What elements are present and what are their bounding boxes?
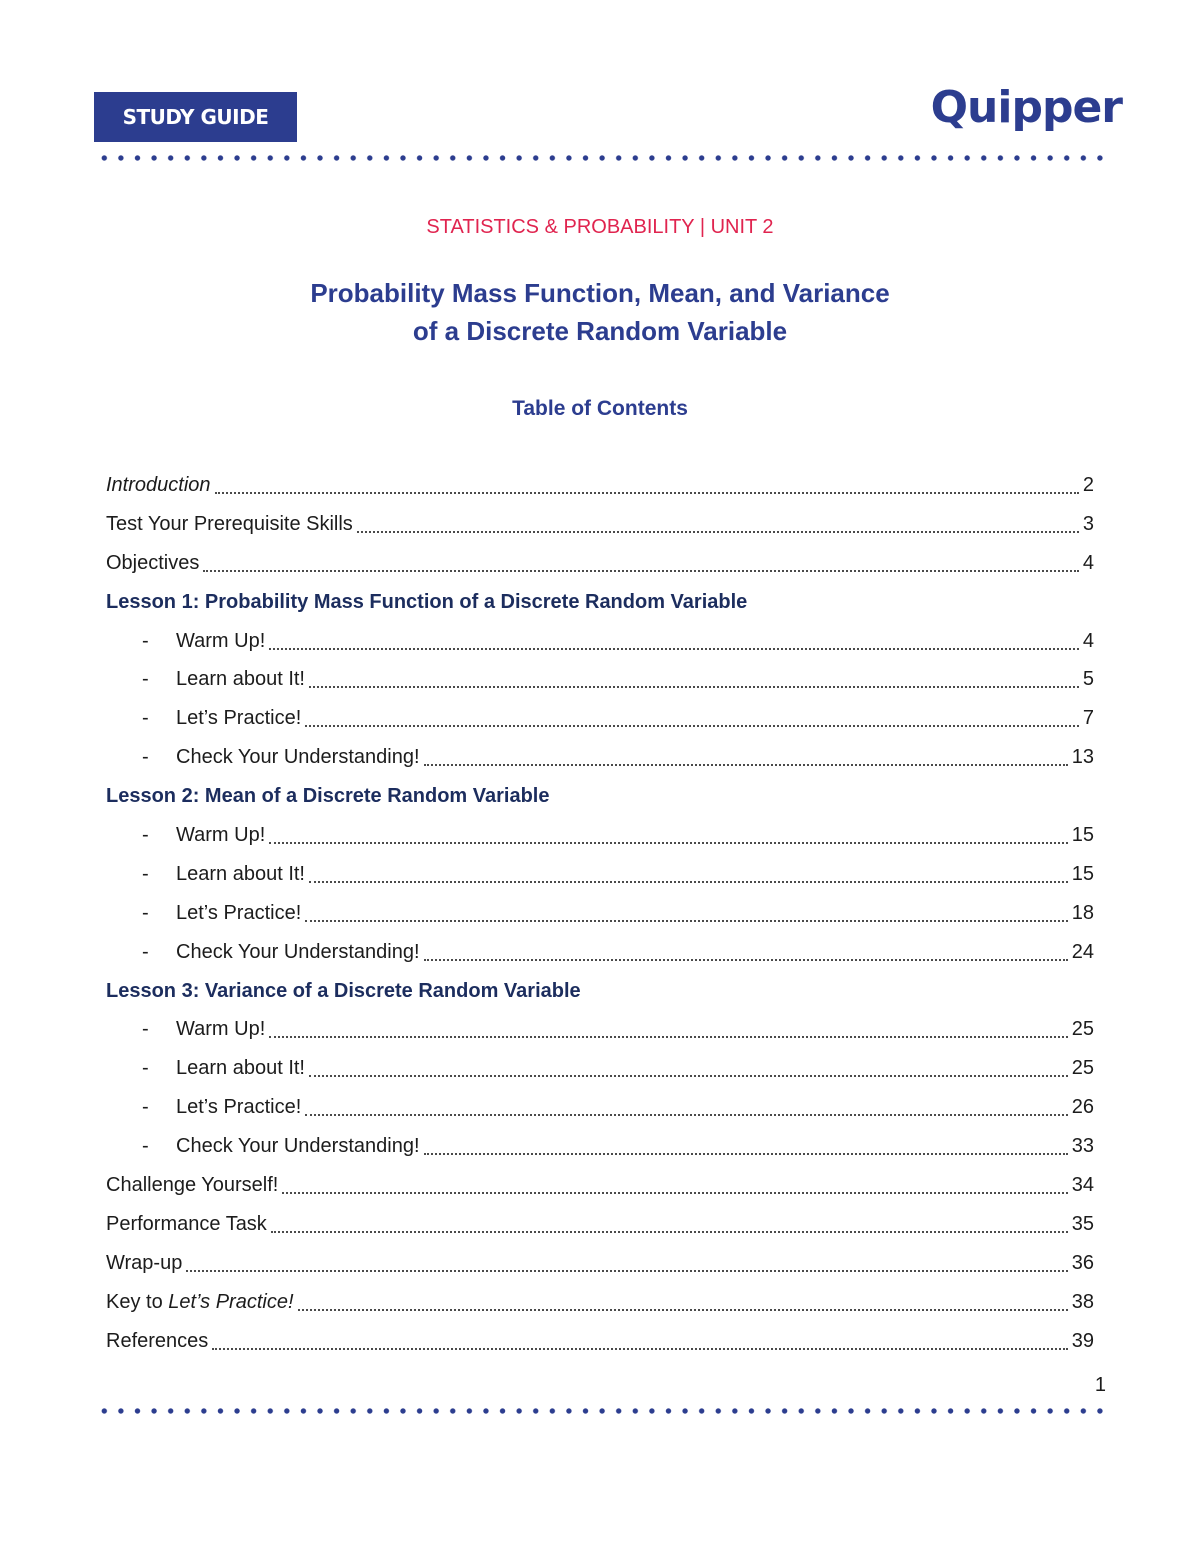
toc-entry-label: Warm Up! (176, 823, 266, 846)
toc-entry-page: 34 (1071, 1173, 1094, 1196)
dot-leader (309, 685, 1079, 688)
bullet-dash: - (142, 940, 149, 963)
toc-entry-label: Let’s Practice! (176, 901, 302, 924)
toc-entry-lesson1-check[interactable] (106, 738, 1094, 777)
bullet-dash: - (142, 668, 149, 691)
title-line-2: of a Discrete Random Variable (412, 316, 788, 346)
top-dotted-divider (96, 154, 1108, 162)
study-guide-label: STUDY GUIDE (122, 105, 269, 129)
toc-entry-page: 36 (1071, 1251, 1094, 1274)
toc-entry-label: Learn about It! (176, 1057, 305, 1080)
dot-leader (203, 569, 1079, 572)
toc-entry-label: Performance Task (106, 1212, 267, 1235)
toc-lesson-label: Lesson 1: Probability Mass Function of a Discrete Random Variable (106, 590, 748, 613)
toc-entry-page: 38 (1071, 1290, 1094, 1313)
dot-leader (309, 1074, 1068, 1077)
study-guide-badge (94, 92, 297, 142)
dot-leader (269, 647, 1079, 650)
toc-entry-objectives[interactable] (106, 544, 1094, 583)
toc-entry-performance-task[interactable] (106, 1205, 1094, 1244)
dot-leader (424, 763, 1068, 766)
toc-entry-page: 15 (1071, 862, 1094, 885)
toc-entry-key-to-practice[interactable] (106, 1283, 1094, 1322)
toc-entry-lesson3-warm-up[interactable] (106, 1010, 1094, 1049)
toc-entry-label: Introduction (106, 473, 211, 496)
dot-leader (269, 841, 1067, 844)
toc-entry-label: Key to Let’s Practice! (106, 1290, 294, 1313)
bullet-dash: - (142, 746, 149, 769)
bottom-dotted-divider (96, 1407, 1108, 1415)
dot-leader (305, 919, 1068, 922)
toc-entry-label: Wrap-up (106, 1251, 183, 1274)
toc-entry-label: Test Your Prerequisite Skills (106, 512, 353, 535)
bullet-dash: - (142, 707, 149, 730)
toc-entry-lesson2-check[interactable] (106, 933, 1094, 972)
toc-entry-label: Learn about It! (176, 862, 305, 885)
toc-entry-references[interactable] (106, 1322, 1094, 1361)
page-number: 1 (1094, 1374, 1106, 1396)
dot-leader (424, 958, 1068, 961)
toc-entry-page: 33 (1071, 1135, 1094, 1158)
toc-entry-page: 4 (1082, 629, 1094, 652)
bullet-dash: - (142, 1096, 149, 1119)
bullet-dash: - (142, 823, 149, 846)
toc-entry-lesson2-learn[interactable] (106, 855, 1094, 894)
toc-entry-page: 3 (1082, 512, 1094, 535)
toc-entry-lesson2-warm-up[interactable] (106, 816, 1094, 855)
toc-lesson-label: Lesson 3: Variance of a Discrete Random Variable (106, 979, 581, 1002)
toc-entry-label: Let’s Practice! (176, 707, 302, 730)
toc-entry-challenge-yourself[interactable] (106, 1166, 1094, 1205)
toc-entry-page: 7 (1082, 707, 1094, 730)
toc-entry-label: Check Your Understanding! (176, 940, 420, 963)
toc-entry-label: References (106, 1329, 209, 1352)
bullet-dash: - (142, 901, 149, 924)
dot-leader (424, 1152, 1068, 1155)
toc-entry-lesson3-check[interactable] (106, 1127, 1094, 1166)
dot-leader (212, 1347, 1067, 1350)
toc-heading: Table of Contents (512, 397, 688, 420)
toc-entry-label: Challenge Yourself! (106, 1173, 279, 1196)
toc-entry-page: 15 (1071, 823, 1094, 846)
toc-entry-label: Warm Up! (176, 629, 266, 652)
toc-entry-page: 2 (1082, 473, 1094, 496)
toc-entry-page: 18 (1071, 901, 1094, 924)
toc-entry-lesson3-learn[interactable] (106, 1049, 1094, 1088)
toc-lesson-label: Lesson 2: Mean of a Discrete Random Variable (106, 785, 550, 808)
toc-entry-page: 4 (1082, 551, 1094, 574)
toc-entry-lesson1-learn[interactable] (106, 660, 1094, 699)
toc-lesson-3-heading[interactable] (106, 972, 1094, 1011)
title-line-1: Probability Mass Function, Mean, and Variance (310, 278, 890, 308)
toc-entry-label: Warm Up! (176, 1018, 266, 1041)
toc-entry-introduction[interactable] (106, 466, 1094, 505)
dot-leader (215, 491, 1079, 494)
dot-leader (305, 724, 1079, 727)
bullet-dash: - (142, 862, 149, 885)
dot-leader (357, 530, 1079, 533)
toc-entry-wrap-up[interactable] (106, 1244, 1094, 1283)
quipper-logo: Quipper (930, 82, 1122, 133)
dot-leader (305, 1113, 1068, 1116)
toc-entry-page: 24 (1071, 940, 1094, 963)
bullet-dash: - (142, 1018, 149, 1041)
toc-entry-lesson1-practice[interactable] (106, 699, 1094, 738)
toc-lesson-2-heading[interactable] (106, 777, 1094, 816)
table-of-contents (106, 466, 1094, 1360)
toc-lesson-1-heading[interactable] (106, 583, 1094, 622)
toc-entry-page: 5 (1082, 668, 1094, 691)
toc-entry-lesson1-warm-up[interactable] (106, 622, 1094, 661)
toc-entry-label: Check Your Understanding! (176, 746, 420, 769)
toc-entry-label: Check Your Understanding! (176, 1135, 420, 1158)
toc-entry-lesson3-practice[interactable] (106, 1088, 1094, 1127)
toc-entry-page: 39 (1071, 1329, 1094, 1352)
document-title (0, 274, 1200, 350)
toc-entry-label: Objectives (106, 551, 200, 574)
toc-entry-page: 25 (1071, 1057, 1094, 1080)
dot-leader (269, 1035, 1067, 1038)
toc-entry-page: 26 (1071, 1096, 1094, 1119)
toc-entry-label: Learn about It! (176, 668, 305, 691)
dot-leader (309, 880, 1068, 883)
dot-leader (186, 1269, 1067, 1272)
bullet-dash: - (142, 1135, 149, 1158)
subject-unit-line: STATISTICS & PROBABILITY | UNIT 2 (426, 216, 774, 238)
toc-entry-lesson2-practice[interactable] (106, 894, 1094, 933)
dot-leader (271, 1230, 1068, 1233)
bullet-dash: - (142, 629, 149, 652)
bullet-dash: - (142, 1057, 149, 1080)
toc-entry-page: 25 (1071, 1018, 1094, 1041)
toc-entry-label: Let’s Practice! (176, 1096, 302, 1119)
toc-entry-prerequisite-skills[interactable] (106, 505, 1094, 544)
toc-entry-page: 13 (1071, 746, 1094, 769)
dot-leader (298, 1308, 1068, 1311)
toc-entry-page: 35 (1071, 1212, 1094, 1235)
dot-leader (282, 1191, 1067, 1194)
